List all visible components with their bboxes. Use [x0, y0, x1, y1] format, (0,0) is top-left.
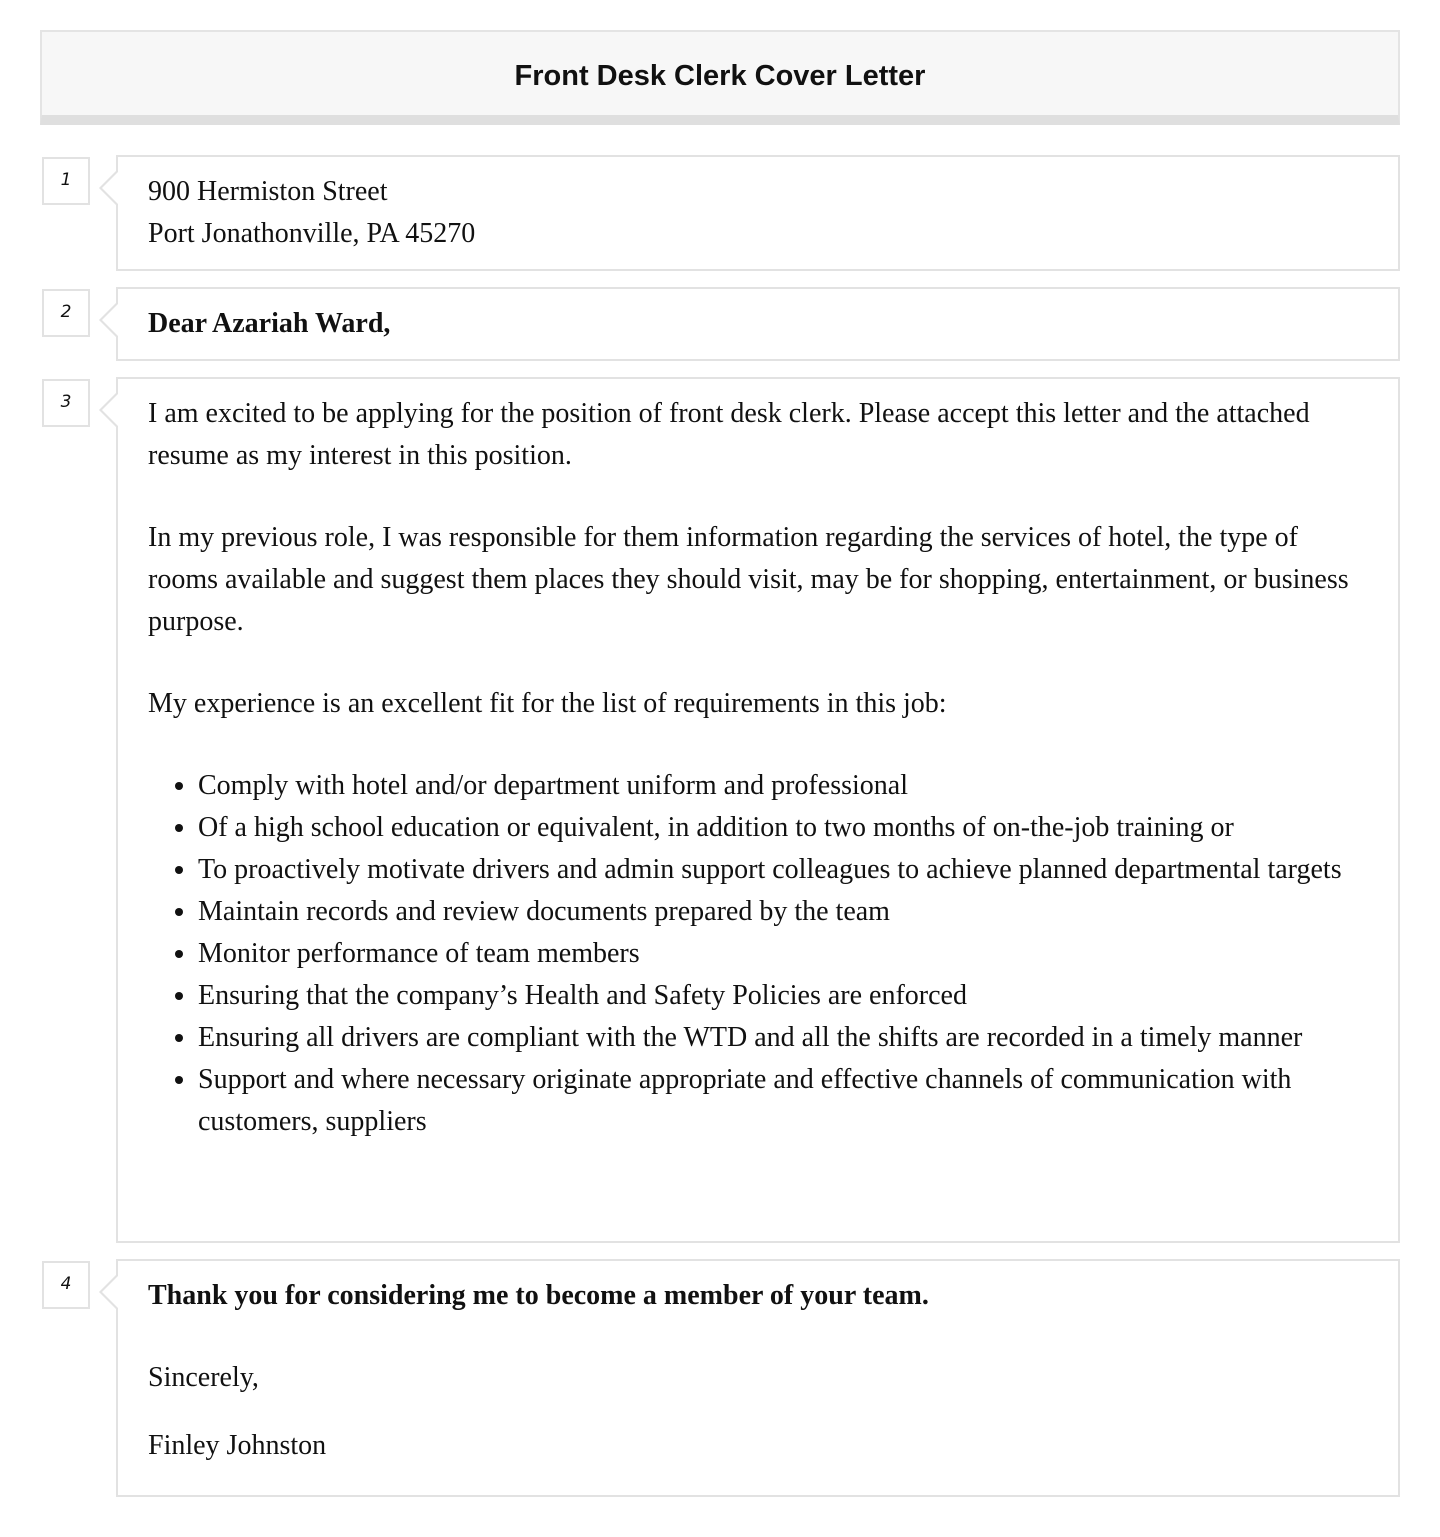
- section-number: 3: [42, 379, 90, 427]
- page-header: [40, 30, 1400, 125]
- section-number: 1: [42, 157, 90, 205]
- closing-card: [116, 1259, 1400, 1497]
- list-item: • Ensuring that the company’s Health and Safety Policies are enforced: [198, 975, 1368, 1017]
- list-item: • Ensuring all drivers are compliant with the WTD and all the shifts are recorded in a timely manner: [198, 1017, 1368, 1059]
- closing-line: Thank you for considering me to become a member of your team.: [148, 1280, 929, 1311]
- paragraph: In my previous role, I was responsible for them information regarding the services of hotel, the type of rooms available and suggest them places they should visit, may be for shopping, entertainment, or business purpose.: [148, 522, 1349, 637]
- paragraph: I am excited to be applying for the position of front desk clerk. Please accept this letter and the attached resume as my interest in this position.: [148, 398, 1310, 471]
- section-number: 2: [42, 289, 90, 337]
- list-item: • Maintain records and review documents prepared by the team: [198, 891, 1368, 933]
- page-title: Front Desk Clerk Cover Letter: [514, 60, 926, 92]
- paragraph: My experience is an excellent fit for the list of requirements in this job:: [148, 688, 947, 719]
- address-line: 900 Hermiston Street: [148, 176, 388, 207]
- list-item: • Monitor performance of team members: [198, 933, 1368, 975]
- address-card: [116, 155, 1400, 271]
- list-item: • Comply with hotel and/or department uniform and professional: [198, 765, 1368, 807]
- section-number: 4: [42, 1261, 90, 1309]
- list-item: • To proactively motivate drivers and admin support colleagues to achieve planned departmental targets: [198, 849, 1368, 891]
- address-line: Port Jonathonville, PA 45270: [148, 218, 476, 249]
- greeting: Dear Azariah Ward,: [148, 308, 391, 339]
- greeting-card: [116, 287, 1400, 361]
- body-card: [116, 377, 1400, 1243]
- signer-name: Finley Johnston: [148, 1430, 327, 1461]
- list-item: • Of a high school education or equivalent, in addition to two months of on-the-job training or: [198, 807, 1368, 849]
- requirements-list: [148, 765, 1368, 1143]
- signoff: Sincerely,: [148, 1362, 259, 1393]
- list-item: • Support and where necessary originate appropriate and effective channels of communication with customers, suppliers: [198, 1059, 1368, 1143]
